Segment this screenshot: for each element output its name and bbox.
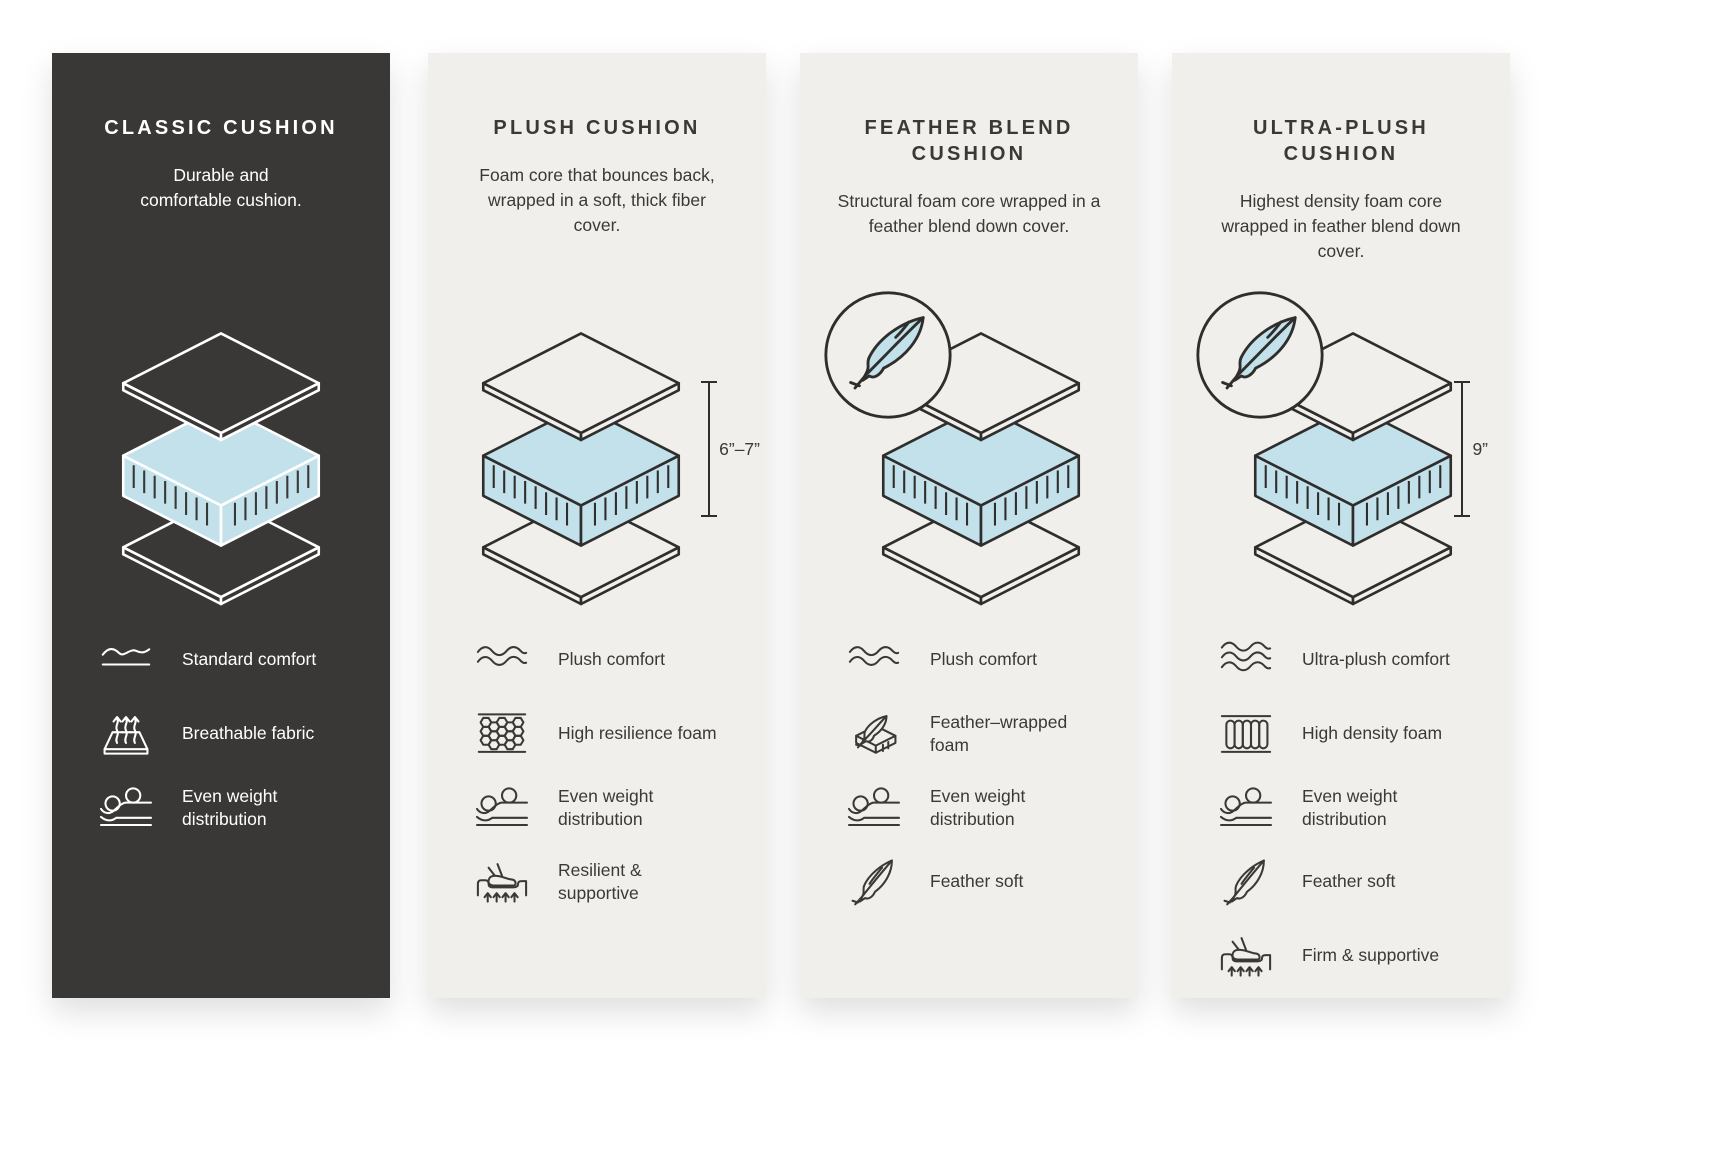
- feature-list: [428, 635, 766, 907]
- feature-label: Resilient & supportive: [558, 859, 642, 903]
- resilient-supportive-icon: [472, 857, 532, 907]
- feature-label: Feather–wrapped foam: [930, 711, 1068, 755]
- feature-item: [1216, 635, 1490, 685]
- breathable-fabric-icon: [96, 709, 156, 759]
- feature-item: [96, 709, 370, 759]
- feature-label: Plush comfort: [558, 649, 665, 670]
- feather-icon: [1216, 857, 1276, 907]
- card-header: [428, 115, 766, 323]
- feature-list: [800, 635, 1138, 907]
- feature-label: Plush comfort: [930, 649, 1037, 670]
- dimension-label: 9”: [1472, 438, 1488, 459]
- card-description: Foam core that bounces back, wrapped in a soft, thick fiber cover.: [479, 165, 715, 235]
- card-description: Highest density foam core wrapped in feather blend down cover.: [1221, 191, 1461, 261]
- dimension-label: 6”–7”: [719, 438, 760, 459]
- feature-label: High resilience foam: [558, 723, 717, 744]
- firm-supportive-icon: [1216, 931, 1276, 981]
- feature-label: Even weight distribution: [182, 785, 278, 829]
- feature-item: [96, 783, 370, 833]
- weight-distribution-icon: [1216, 783, 1276, 833]
- height-dimension: [708, 381, 760, 517]
- feature-label: High density foam: [1302, 723, 1443, 744]
- dimension-line: [1461, 381, 1463, 517]
- card-ultra-plush-cushion: [1172, 53, 1510, 998]
- feature-item: [472, 783, 746, 833]
- feature-label: Breathable fabric: [182, 723, 315, 744]
- weight-distribution-icon: [844, 783, 904, 833]
- weight-distribution-icon: [96, 783, 156, 833]
- high-density-foam-icon: [1216, 709, 1276, 759]
- feature-item: [1216, 783, 1490, 833]
- card-classic-cushion: [52, 53, 390, 998]
- cushion-illustration: [1172, 323, 1510, 623]
- feature-label: Feather soft: [1302, 871, 1396, 892]
- comfort-wave-icon: [844, 635, 904, 685]
- card-title: CLASSIC CUSHION: [104, 117, 338, 139]
- cushion-illustration: [428, 323, 766, 623]
- feature-label: Firm & supportive: [1302, 945, 1440, 966]
- feature-item: [1216, 709, 1490, 759]
- cushion-layers-diagram: [450, 323, 712, 611]
- card-plush-cushion: [428, 53, 766, 998]
- feather-badge-icon: [822, 289, 954, 421]
- dimension-line: [708, 381, 710, 517]
- card-description: Structural foam core wrapped in a feather blend down cover.: [837, 191, 1101, 236]
- resilience-foam-icon: [472, 709, 532, 759]
- card-feather-blend-cushion: [800, 53, 1138, 998]
- feature-item: [472, 635, 746, 685]
- feature-item: [844, 709, 1118, 759]
- comfort-wave-icon: [472, 635, 532, 685]
- card-title: ULTRA-PLUSH CUSHION: [1253, 117, 1429, 165]
- feature-item: [472, 857, 746, 907]
- feature-item: [844, 783, 1118, 833]
- card-title: FEATHER BLEND CUSHION: [864, 117, 1074, 165]
- feature-item: [96, 635, 370, 685]
- feature-list: [52, 635, 390, 833]
- comfort-wave-icon: [96, 635, 156, 685]
- feature-item: [472, 709, 746, 759]
- feature-label: Standard comfort: [182, 649, 317, 670]
- feature-label: Feather soft: [930, 871, 1024, 892]
- feature-list: [1172, 635, 1510, 981]
- comfort-wave-icon: [1216, 635, 1276, 685]
- feather-wrapped-foam-icon: [844, 709, 904, 759]
- feature-label: Even weight distribution: [558, 785, 654, 829]
- cushion-illustration: [52, 323, 390, 623]
- feature-item: [1216, 857, 1490, 907]
- card-title: PLUSH CUSHION: [493, 117, 701, 139]
- weight-distribution-icon: [472, 783, 532, 833]
- cushion-layers-diagram: [90, 323, 352, 611]
- feature-item: [844, 635, 1118, 685]
- feature-label: Even weight distribution: [930, 785, 1026, 829]
- height-dimension: [1461, 381, 1488, 517]
- card-description: Durable and comfortable cushion.: [140, 165, 302, 210]
- feature-label: Even weight distribution: [1302, 785, 1398, 829]
- cushion-illustration: [800, 323, 1138, 623]
- feature-item: [844, 857, 1118, 907]
- feature-item: [1216, 931, 1490, 981]
- card-header: [52, 115, 390, 323]
- feather-icon: [844, 857, 904, 907]
- feature-label: Ultra-plush comfort: [1302, 649, 1450, 670]
- feather-badge-icon: [1194, 289, 1326, 421]
